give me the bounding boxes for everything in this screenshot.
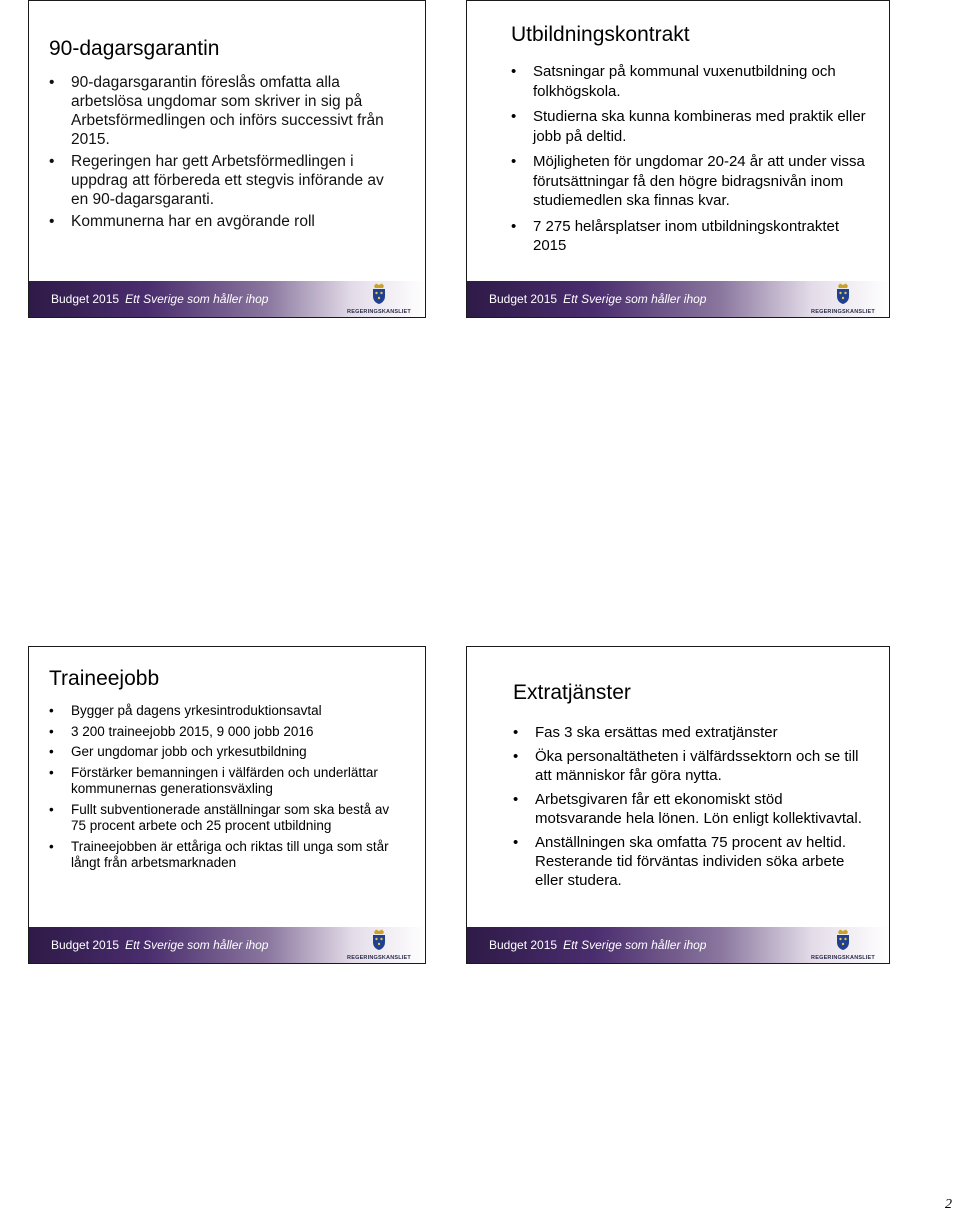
bullet-item bbox=[49, 703, 405, 720]
slide-content bbox=[467, 1, 889, 262]
bullet-text: Anställningen ska omfatta 75 procent av heltid. Resterande tid förväntas individen söka arbete eller studera. bbox=[535, 834, 847, 889]
bullet-list bbox=[49, 703, 405, 872]
slide-content bbox=[29, 1, 425, 234]
bullet-item bbox=[511, 107, 869, 146]
slide-content bbox=[467, 647, 889, 895]
bullet-point: • bbox=[513, 834, 519, 851]
bullet-list bbox=[49, 73, 405, 231]
bullet-text: 3 200 traineejobb 2015, 9 000 jobb 2016 bbox=[71, 723, 314, 739]
footer-budget: Budget 2015 bbox=[51, 292, 120, 306]
bullet-text: Regeringen har gett Arbetsförmedlingen i uppdrag att förbereda ett stegvis införande av en 90-dagarsgaranti. bbox=[71, 153, 384, 208]
bullet-text: Ger ungdomar jobb och yrkesutbildning bbox=[71, 744, 307, 759]
bullet-text: Traineejobben är ettåriga och riktas till unga som står långt från arbetsmarknaden bbox=[71, 838, 389, 870]
bullet-list bbox=[511, 62, 869, 256]
bullet-item bbox=[511, 152, 869, 211]
bullet-text: Studierna ska kunna kombineras med praktik eller jobb på deltid. bbox=[533, 108, 866, 145]
bullet-item bbox=[513, 790, 869, 828]
bullet-text: Kommunerna har en avgörande roll bbox=[71, 213, 315, 230]
bullet-point: • bbox=[49, 213, 55, 230]
logo-text: REGERINGSKANSLIET bbox=[811, 955, 875, 961]
bullet-text: Möjligheten för ungdomar 20-24 år att under vissa förutsättningar få den högre bidragsnivån inom studiemedlen ska finnas kvar. bbox=[533, 153, 865, 209]
bullet-point: • bbox=[49, 764, 54, 780]
bullet-item bbox=[513, 723, 869, 742]
slide-extratjanster bbox=[466, 646, 890, 964]
slide-footer bbox=[467, 927, 889, 963]
slide-utbildningskontrakt bbox=[466, 0, 890, 318]
crown-shield-icon bbox=[835, 283, 851, 305]
regeringskansliet-logo bbox=[347, 929, 411, 961]
bullet-text: Förstärker bemanningen i välfärden och underlättar kommunernas generationsväxling bbox=[71, 764, 378, 796]
footer-slogan: Ett Sverige som håller ihop bbox=[125, 938, 269, 952]
bullet-item bbox=[49, 152, 405, 209]
regeringskansliet-logo bbox=[811, 929, 875, 961]
footer-slogan: Ett Sverige som håller ihop bbox=[563, 292, 707, 306]
bullet-item bbox=[49, 724, 405, 741]
slide-footer bbox=[29, 281, 425, 317]
footer-text bbox=[489, 938, 706, 952]
slide-footer bbox=[467, 281, 889, 317]
footer-slogan: Ett Sverige som håller ihop bbox=[125, 292, 269, 306]
slide-content bbox=[29, 647, 425, 876]
bullet-list bbox=[513, 723, 869, 890]
bullet-point: • bbox=[513, 748, 519, 765]
bullet-item bbox=[49, 765, 405, 798]
bullet-point: • bbox=[511, 153, 517, 170]
bullet-point: • bbox=[49, 744, 54, 759]
bullet-text: 90-dagarsgarantin föreslås omfatta alla arbetslösa ungdomar som skriver in sig på Arbetsförmedlingen och införs successivt från 2015. bbox=[71, 74, 384, 148]
bullet-point: • bbox=[513, 791, 519, 808]
footer-slogan: Ett Sverige som håller ihop bbox=[563, 938, 707, 952]
bullet-item bbox=[49, 212, 405, 231]
logo-text: REGERINGSKANSLIET bbox=[811, 309, 875, 315]
footer-text bbox=[51, 292, 268, 306]
bullet-item bbox=[513, 747, 869, 785]
bullet-point: • bbox=[49, 703, 54, 718]
crown-shield-icon bbox=[371, 283, 387, 305]
footer-text bbox=[51, 938, 268, 952]
bullet-text: Fullt subventionerade anställningar som ska bestå av 75 procent arbete och 25 procent utbildning bbox=[71, 801, 390, 833]
bullet-item bbox=[49, 802, 405, 835]
slide-title: 90-dagarsgarantin bbox=[49, 37, 220, 60]
bullet-point: • bbox=[49, 74, 55, 91]
slide-title: Traineejobb bbox=[49, 667, 160, 690]
crown-shield-icon bbox=[835, 929, 851, 951]
bullet-text: 7 275 helårsplatser inom utbildningskontraktet 2015 bbox=[533, 217, 840, 254]
bullet-point: • bbox=[511, 108, 517, 125]
bullet-point: • bbox=[49, 153, 55, 170]
footer-text bbox=[489, 292, 706, 306]
slide-title: Utbildningskontrakt bbox=[511, 23, 690, 46]
logo-text: REGERINGSKANSLIET bbox=[347, 955, 411, 961]
footer-budget: Budget 2015 bbox=[51, 938, 120, 952]
footer-budget: Budget 2015 bbox=[489, 938, 558, 952]
bullet-text: Bygger på dagens yrkesintroduktionsavtal bbox=[71, 703, 322, 718]
crown-shield-icon bbox=[371, 929, 387, 951]
bullet-item bbox=[49, 73, 405, 149]
slide-90-dagarsgarantin bbox=[28, 0, 426, 318]
bullet-text: Öka personaltätheten i välfärdssektorn och se till att människor får göra nytta. bbox=[535, 748, 859, 784]
bullet-item bbox=[511, 62, 869, 101]
bullet-point: • bbox=[513, 724, 519, 741]
slide-title: Extratjänster bbox=[513, 681, 631, 704]
bullet-point: • bbox=[49, 838, 54, 854]
bullet-item bbox=[49, 839, 405, 872]
bullet-item bbox=[49, 744, 405, 761]
slide-footer bbox=[29, 927, 425, 963]
footer-budget: Budget 2015 bbox=[489, 292, 558, 306]
bullet-text: Fas 3 ska ersättas med extratjänster bbox=[535, 724, 778, 741]
regeringskansliet-logo bbox=[811, 283, 875, 315]
bullet-text: Satsningar på kommunal vuxenutbildning och folkhögskola. bbox=[533, 63, 836, 100]
regeringskansliet-logo bbox=[347, 283, 411, 315]
bullet-point: • bbox=[511, 63, 517, 80]
bullet-text: Arbetsgivaren får ett ekonomiskt stöd motsvarande hela lönen. Lön enligt kollektivavtal. bbox=[535, 791, 862, 827]
bullet-point: • bbox=[49, 801, 54, 817]
page-number: 2 bbox=[945, 1197, 952, 1212]
slide-traineejobb bbox=[28, 646, 426, 964]
bullet-item bbox=[513, 833, 869, 890]
bullet-point: • bbox=[49, 723, 54, 739]
bullet-point: • bbox=[511, 217, 517, 235]
logo-text: REGERINGSKANSLIET bbox=[347, 309, 411, 315]
bullet-item bbox=[511, 217, 869, 256]
